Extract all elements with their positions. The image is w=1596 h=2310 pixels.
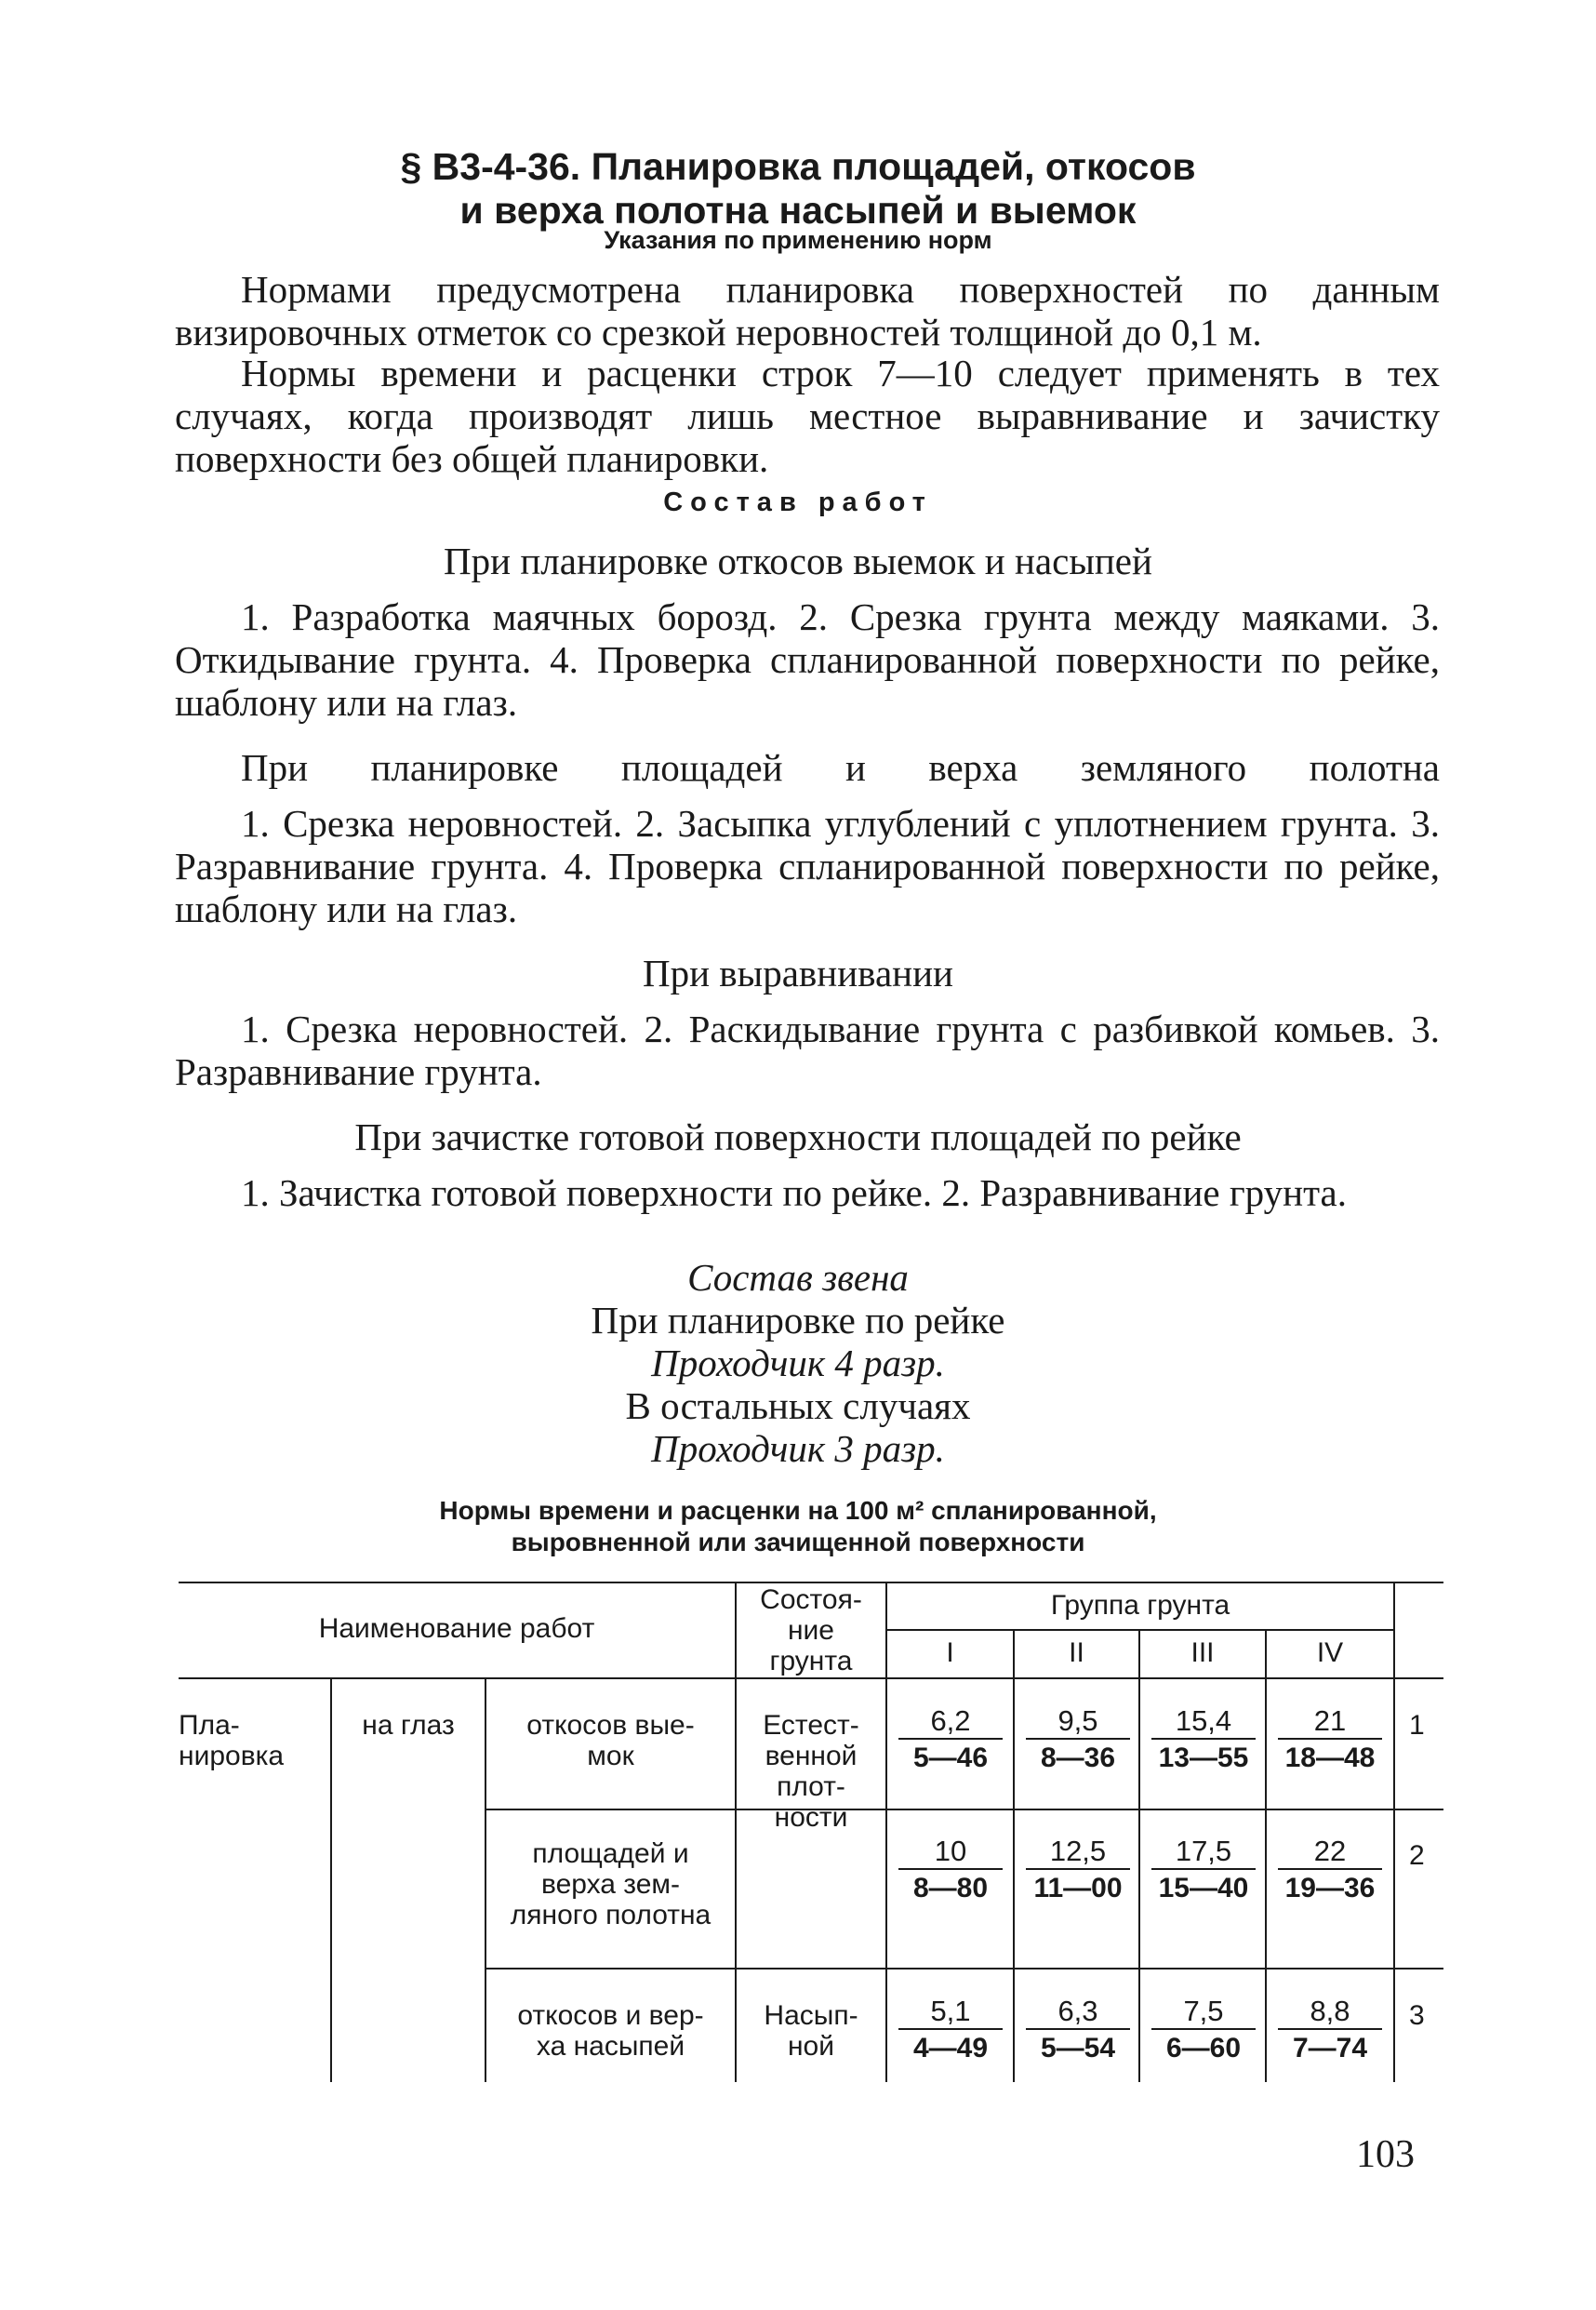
row3-value-group4: $\frac{8,8}{7—74}$ bbox=[1267, 1995, 1393, 2067]
row3-value-group2: $\frac{6,3}{5—54}$ bbox=[1015, 1995, 1141, 2067]
crew-line-1: При планировке по рейке bbox=[591, 1299, 1005, 1342]
work-section-text-2: 1. Срезка неровностей. 2. Засыпка углублений с уплотнением грунта. 3. Разравнивание грунта. 4. Проверка спланированной поверхности по рейке, шаблону или на глаз. bbox=[175, 802, 1440, 930]
table-header-soil-state: Состоя- ние грунта bbox=[760, 1584, 862, 1676]
work-section-title-3: При выравнивании bbox=[643, 952, 953, 995]
row2-value-group3: $\frac{17,5}{15—40}$ bbox=[1140, 1835, 1267, 1907]
row1-number: 1 bbox=[1409, 1710, 1425, 1741]
table-header-group-3: III bbox=[1190, 1637, 1215, 1668]
intro-paragraph-1: Нормами предусмотрена планировка поверхностей по данным визировочных отметок со срезкой неровностей толщиной до 0,1 м. bbox=[175, 268, 1440, 354]
row2-value-group2: $\frac{12,5}{11—00}$ bbox=[1015, 1835, 1141, 1907]
table-header-group-1: I bbox=[946, 1637, 954, 1668]
section-title-line1: § В3-4-36. Планировка площадей, откосов bbox=[400, 145, 1196, 188]
row1-value-group3: $\frac{15,4}{13—55}$ bbox=[1140, 1704, 1267, 1777]
row1-soil-state: Естест- венной плот- ности bbox=[763, 1710, 859, 1833]
row3-soil-state: Насып- ной bbox=[764, 2000, 858, 2062]
row3-value-group1: $\frac{5,1}{4—49}$ bbox=[887, 1995, 1014, 2067]
row1-value-group1: $\frac{6,2}{5—46}$ bbox=[887, 1704, 1014, 1777]
work-section-text-3: 1. Срезка неровностей. 2. Раскидывание грунта с разбивкой комьев. 3. Разравнивание грунта. bbox=[175, 1008, 1440, 1093]
table-header-group-2: II bbox=[1069, 1637, 1084, 1668]
intro-paragraph-2: Нормы времени и расценки строк 7—10 следует применять в тех случаях, когда производят лишь местное выравнивание и зачистку поверхности без общей планировки. bbox=[175, 352, 1440, 480]
section-title-line2: и верха полотна насыпей и выемок bbox=[459, 189, 1137, 232]
table-header-soil-group: Группа грунта bbox=[1050, 1590, 1230, 1621]
row2-work-name: площадей и верха зем- ляного полотна bbox=[510, 1838, 712, 1930]
work-section-title-2: При планировке площадей и верха земляного полотна bbox=[241, 746, 1440, 789]
row1-value-group4: $\frac{21}{18—48}$ bbox=[1267, 1704, 1393, 1777]
row3-work-name: откосов и вер- ха насыпей bbox=[517, 2000, 704, 2062]
table-method: на глаз bbox=[362, 1710, 455, 1741]
work-section-text-4: 1. Зачистка готовой поверхности по рейке. 2. Разравнивание грунта. bbox=[241, 1171, 1347, 1214]
table-header-group-4: IV bbox=[1316, 1637, 1344, 1668]
table-caption-line2: выровненной или зачищенной поверхности bbox=[511, 1528, 1085, 1556]
row2-value-group1: $\frac{10}{8—80}$ bbox=[887, 1835, 1014, 1907]
work-section-title-4: При зачистке готовой поверхности площадей по рейке bbox=[354, 1115, 1242, 1158]
row3-number: 3 bbox=[1409, 2000, 1425, 2031]
crew-line-3: В остальных случаях bbox=[625, 1384, 971, 1427]
row3-value-group3: $\frac{7,5}{6—60}$ bbox=[1140, 1995, 1267, 2067]
work-composition-heading: Состав работ bbox=[663, 487, 933, 517]
crew-heading: Состав звена bbox=[687, 1256, 909, 1299]
crew-line-4: Проходчик 3 разр. bbox=[651, 1427, 945, 1470]
row2-number: 2 bbox=[1409, 1840, 1425, 1871]
work-section-title-1: При планировке откосов выемок и насыпей bbox=[444, 540, 1152, 582]
row1-work-name: откосов вые- мок bbox=[526, 1710, 695, 1771]
table-caption-line1: Нормы времени и расценки на 100 м² спланированной, bbox=[439, 1496, 1157, 1525]
row1-value-group2: $\frac{9,5}{8—36}$ bbox=[1015, 1704, 1141, 1777]
table-header-work-name: Наименование работ bbox=[318, 1613, 595, 1644]
section-subtitle: Указания по применению норм bbox=[604, 226, 992, 254]
work-section-text-1: 1. Разработка маячных борозд. 2. Срезка грунта между маяками. 3. Откидывание грунта. 4. Проверка спланированной поверхности по рейке, шаблону или на глаз. bbox=[175, 595, 1440, 724]
page-number: 103 bbox=[1356, 2133, 1415, 2176]
crew-line-2: Проходчик 4 разр. bbox=[651, 1342, 945, 1384]
table-work-type: Пла- нировка bbox=[179, 1710, 285, 1771]
row2-value-group4: $\frac{22}{19—36}$ bbox=[1267, 1835, 1393, 1907]
